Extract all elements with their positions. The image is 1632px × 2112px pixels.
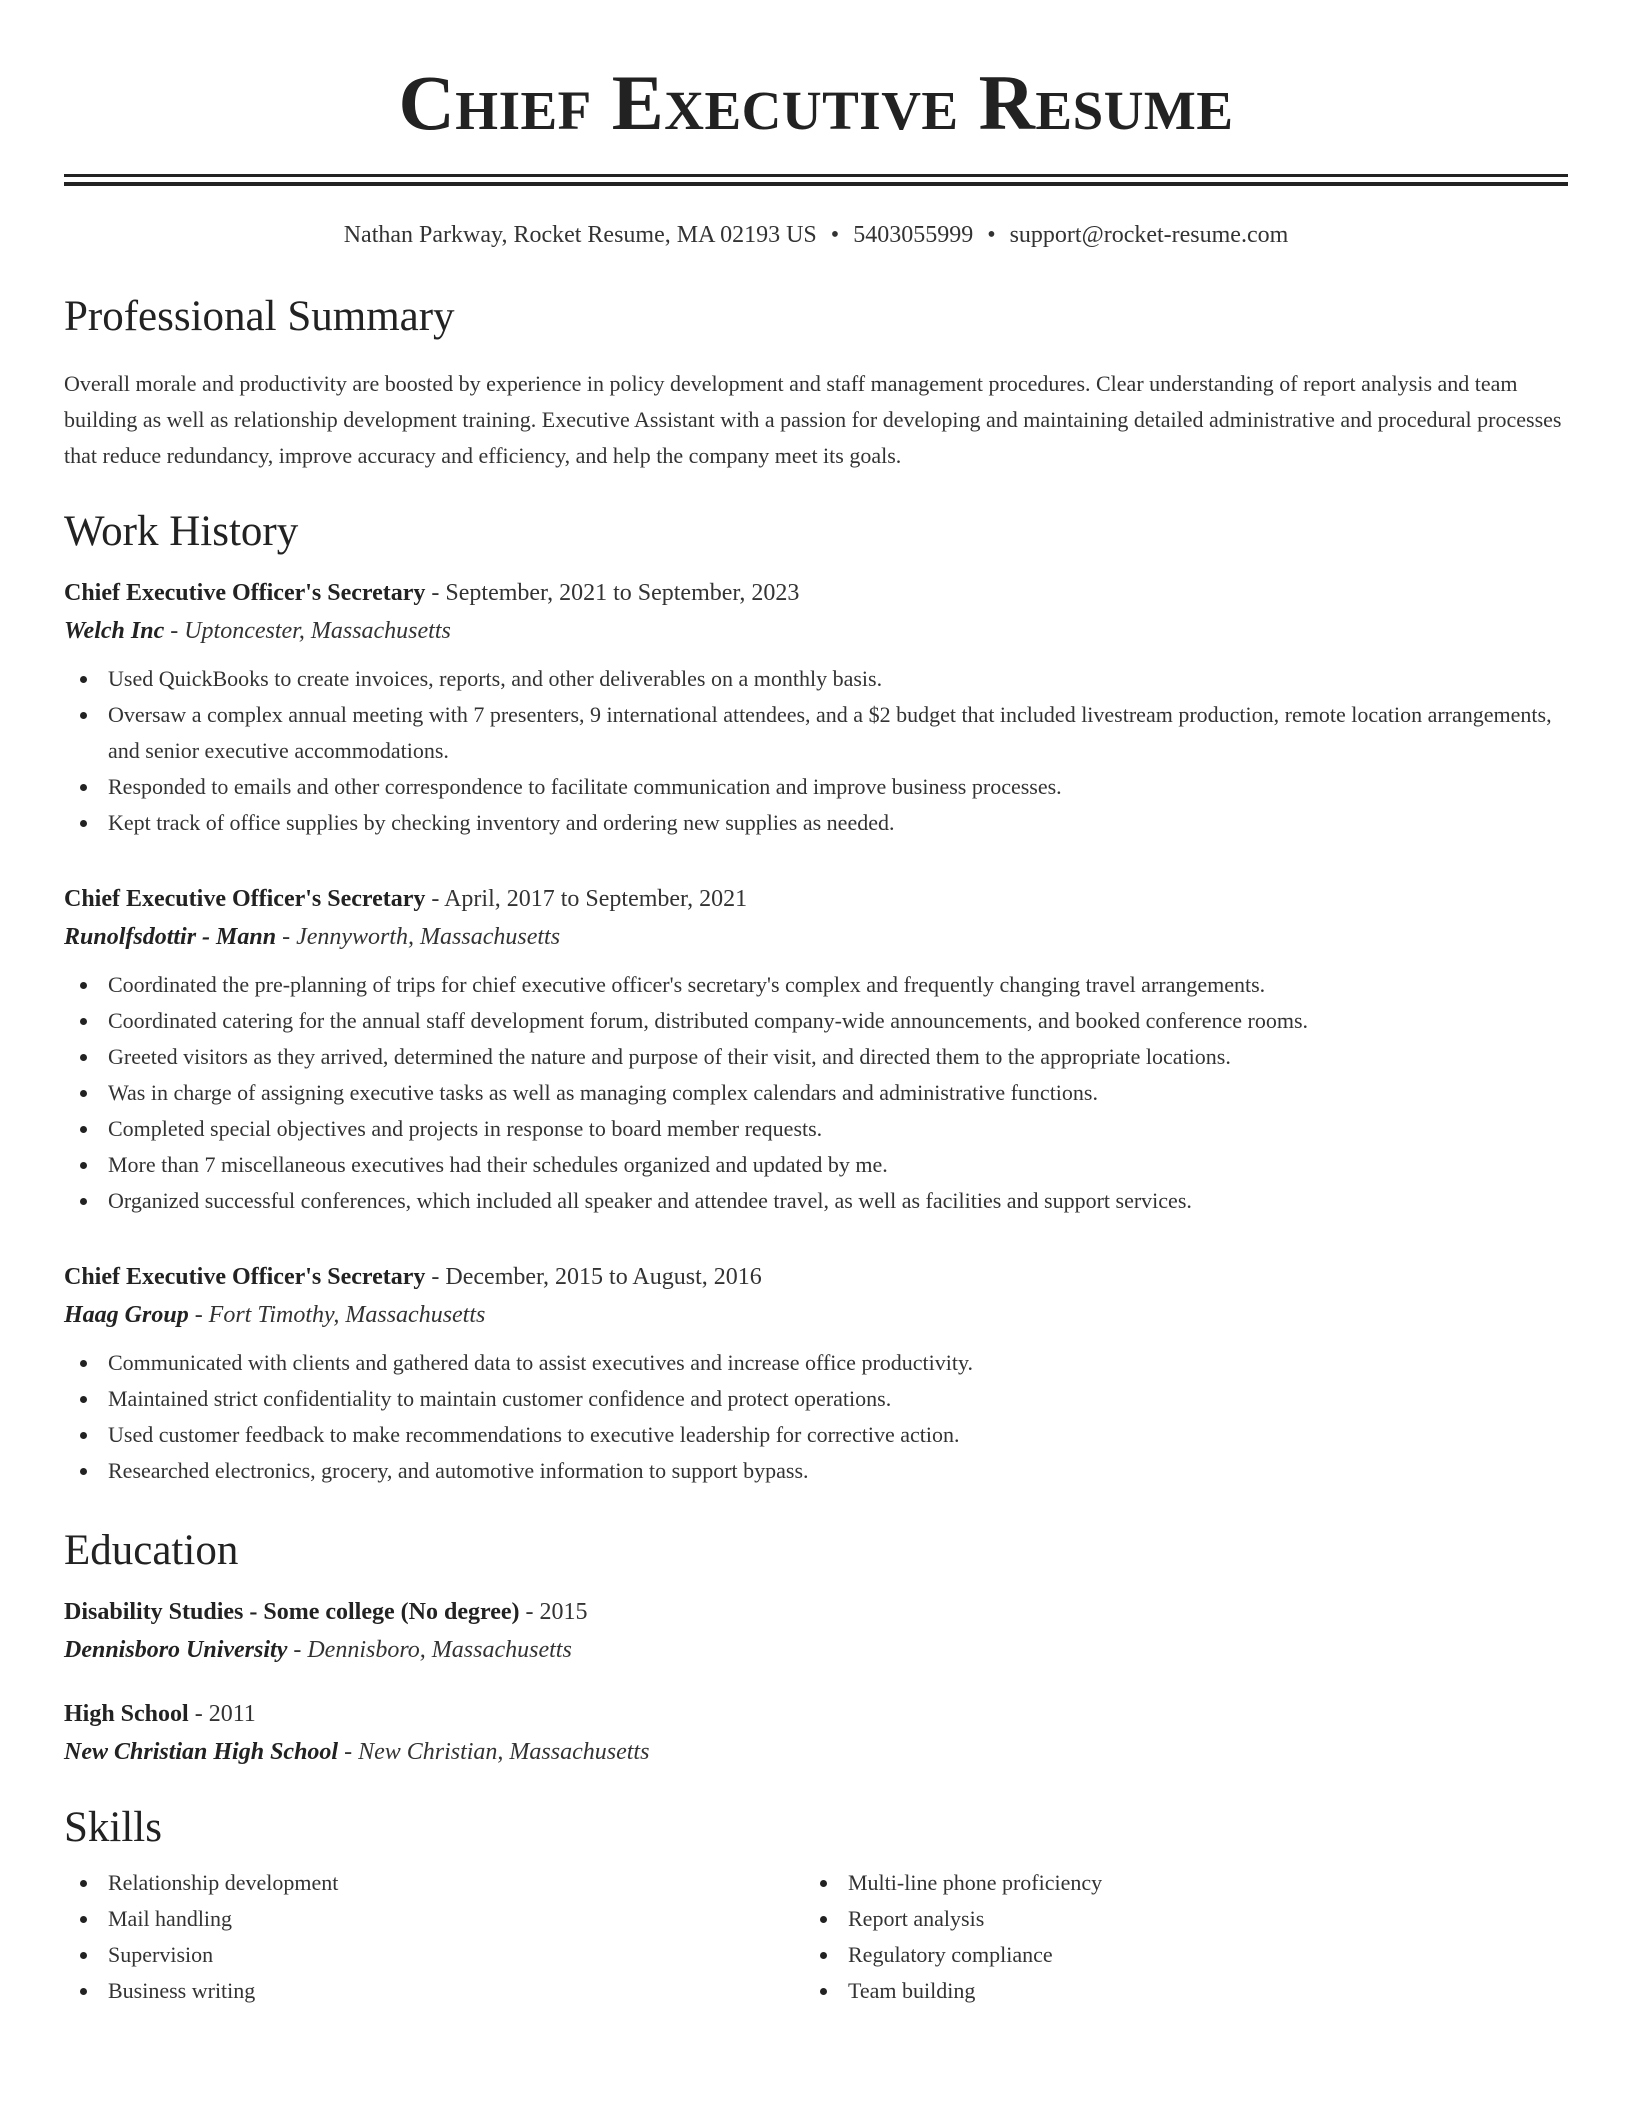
job-employer (64, 615, 1568, 647)
resume-title: Chief Executive Resume (398, 59, 1234, 146)
job-duties (64, 661, 1568, 841)
job-duty-item: Used customer feedback to make recommendations to executive leadership for corrective action. (64, 1417, 1568, 1453)
job-title: Chief Executive Officer's Secretary (64, 580, 426, 606)
education-school-line (64, 1634, 1568, 1666)
education-location: - Dennisboro, Massachusetts (287, 1637, 572, 1663)
education-entry (64, 1698, 1568, 1768)
resume-page (64, 0, 1568, 2009)
job-duty-item: Oversaw a complex annual meeting with 7 presenters, 9 international attendees, and a $2 budget that included livestream production, remote location arrangements, and senior executive accommodations. (64, 697, 1568, 769)
work-history-heading: Work History (64, 508, 299, 555)
education-header (64, 1596, 1568, 1628)
job-title: Chief Executive Officer's Secretary (64, 886, 426, 912)
education-list (64, 1596, 1568, 1768)
job-company: Runolfsdottir - Mann (64, 924, 277, 950)
job-duty-item: Communicated with clients and gathered data to assist executives and increase office productivity. (64, 1345, 1568, 1381)
skill-item: Mail handling (64, 1901, 804, 1937)
contact-address: Nathan Parkway, Rocket Resume, MA 02193 US (343, 222, 817, 248)
skill-item: Regulatory compliance (804, 1937, 1544, 1973)
skills-heading: Skills (64, 1804, 162, 1851)
contact-line (64, 222, 1568, 249)
job-duty-item: Used QuickBooks to create invoices, reports, and other deliverables on a monthly basis. (64, 661, 1568, 697)
job-duty-item: Organized successful conferences, which included all speaker and attendee travel, as well as facilities and support services. (64, 1183, 1568, 1219)
education-location: - New Christian, Massachusetts (338, 1739, 650, 1765)
work-history-list (64, 577, 1568, 1489)
education-school-line (64, 1736, 1568, 1768)
job-duties (64, 967, 1568, 1219)
education-school: New Christian High School (64, 1739, 339, 1765)
skill-item: Relationship development (64, 1865, 804, 1901)
education-entry (64, 1596, 1568, 1666)
job-duty-item: Coordinated the pre-planning of trips for chief executive officer's secretary's complex and frequently changing travel arrangements. (64, 967, 1568, 1003)
job-company: Welch Inc (64, 618, 165, 644)
job-duty-item: Researched electronics, grocery, and automotive information to support bypass. (64, 1453, 1568, 1489)
education-school: Dennisboro University (64, 1637, 288, 1663)
job-duties (64, 1345, 1568, 1489)
title-rule-top (64, 174, 1568, 177)
skills-column-right (804, 1865, 1544, 2009)
job-duty-item: Greeted visitors as they arrived, determined the nature and purpose of their visit, and directed them to the appropriate locations. (64, 1039, 1568, 1075)
job-header (64, 577, 1568, 609)
job-location: - Uptoncester, Massachusetts (164, 618, 451, 644)
contact-separator: • (987, 222, 996, 248)
job-dates: - April, 2017 to September, 2021 (425, 886, 748, 912)
job-duty-item: Responded to emails and other correspondence to facilitate communication and improve business processes. (64, 769, 1568, 805)
skills-columns (64, 1865, 1568, 2009)
education-header (64, 1698, 1568, 1730)
summary-heading: Professional Summary (64, 293, 455, 340)
job-company: Haag Group (64, 1302, 189, 1328)
skill-item: Supervision (64, 1937, 804, 1973)
job-header (64, 883, 1568, 915)
contact-phone: 5403055999 (853, 222, 974, 248)
education-degree: High School (64, 1701, 189, 1727)
education-degree: Disability Studies - Some college (No degree) (64, 1599, 520, 1625)
skill-item: Multi-line phone proficiency (804, 1865, 1544, 1901)
job-location: - Fort Timothy, Massachusetts (188, 1302, 486, 1328)
job-duty-item: Was in charge of assigning executive tasks as well as managing complex calendars and administrative functions. (64, 1075, 1568, 1111)
skill-item: Report analysis (804, 1901, 1544, 1937)
job-dates: - December, 2015 to August, 2016 (425, 1264, 762, 1290)
job-duty-item: Maintained strict confidentiality to maintain customer confidence and protect operations. (64, 1381, 1568, 1417)
summary-text: Overall morale and productivity are boosted by experience in policy development and staff management procedures. Clear understanding of report analysis and team building as well as relationship development training. Executive Assistant with a passion for developing and maintaining detailed administrative and procedural processes that reduce redundancy, improve accuracy and efficiency, and help the company meet its goals. (64, 371, 1562, 468)
job-duty-item: More than 7 miscellaneous executives had their schedules organized and updated by me. (64, 1147, 1568, 1183)
education-heading: Education (64, 1527, 239, 1574)
job-entry (64, 883, 1568, 1219)
job-dates: - September, 2021 to September, 2023 (425, 580, 800, 606)
skill-item: Business writing (64, 1973, 804, 2009)
job-duty-item: Completed special objectives and projects in response to board member requests. (64, 1111, 1568, 1147)
job-location: - Jennyworth, Massachusetts (276, 924, 561, 950)
education-year: - 2011 (188, 1701, 256, 1727)
job-header (64, 1261, 1568, 1293)
job-employer (64, 1299, 1568, 1331)
job-entry (64, 1261, 1568, 1489)
contact-separator: • (830, 222, 840, 248)
job-duty-item: Kept track of office supplies by checking inventory and ordering new supplies as needed. (64, 805, 1568, 841)
education-year: - 2015 (519, 1599, 588, 1625)
job-employer (64, 921, 1568, 953)
skills-column-left (64, 1865, 804, 2009)
job-entry (64, 577, 1568, 841)
title-rule-bottom (64, 182, 1568, 186)
job-title: Chief Executive Officer's Secretary (64, 1264, 426, 1290)
skill-item: Team building (804, 1973, 1544, 2009)
contact-email: support@rocket-resume.com (1009, 222, 1289, 248)
job-duty-item: Coordinated catering for the annual staff development forum, distributed company-wide announcements, and booked conference rooms. (64, 1003, 1568, 1039)
